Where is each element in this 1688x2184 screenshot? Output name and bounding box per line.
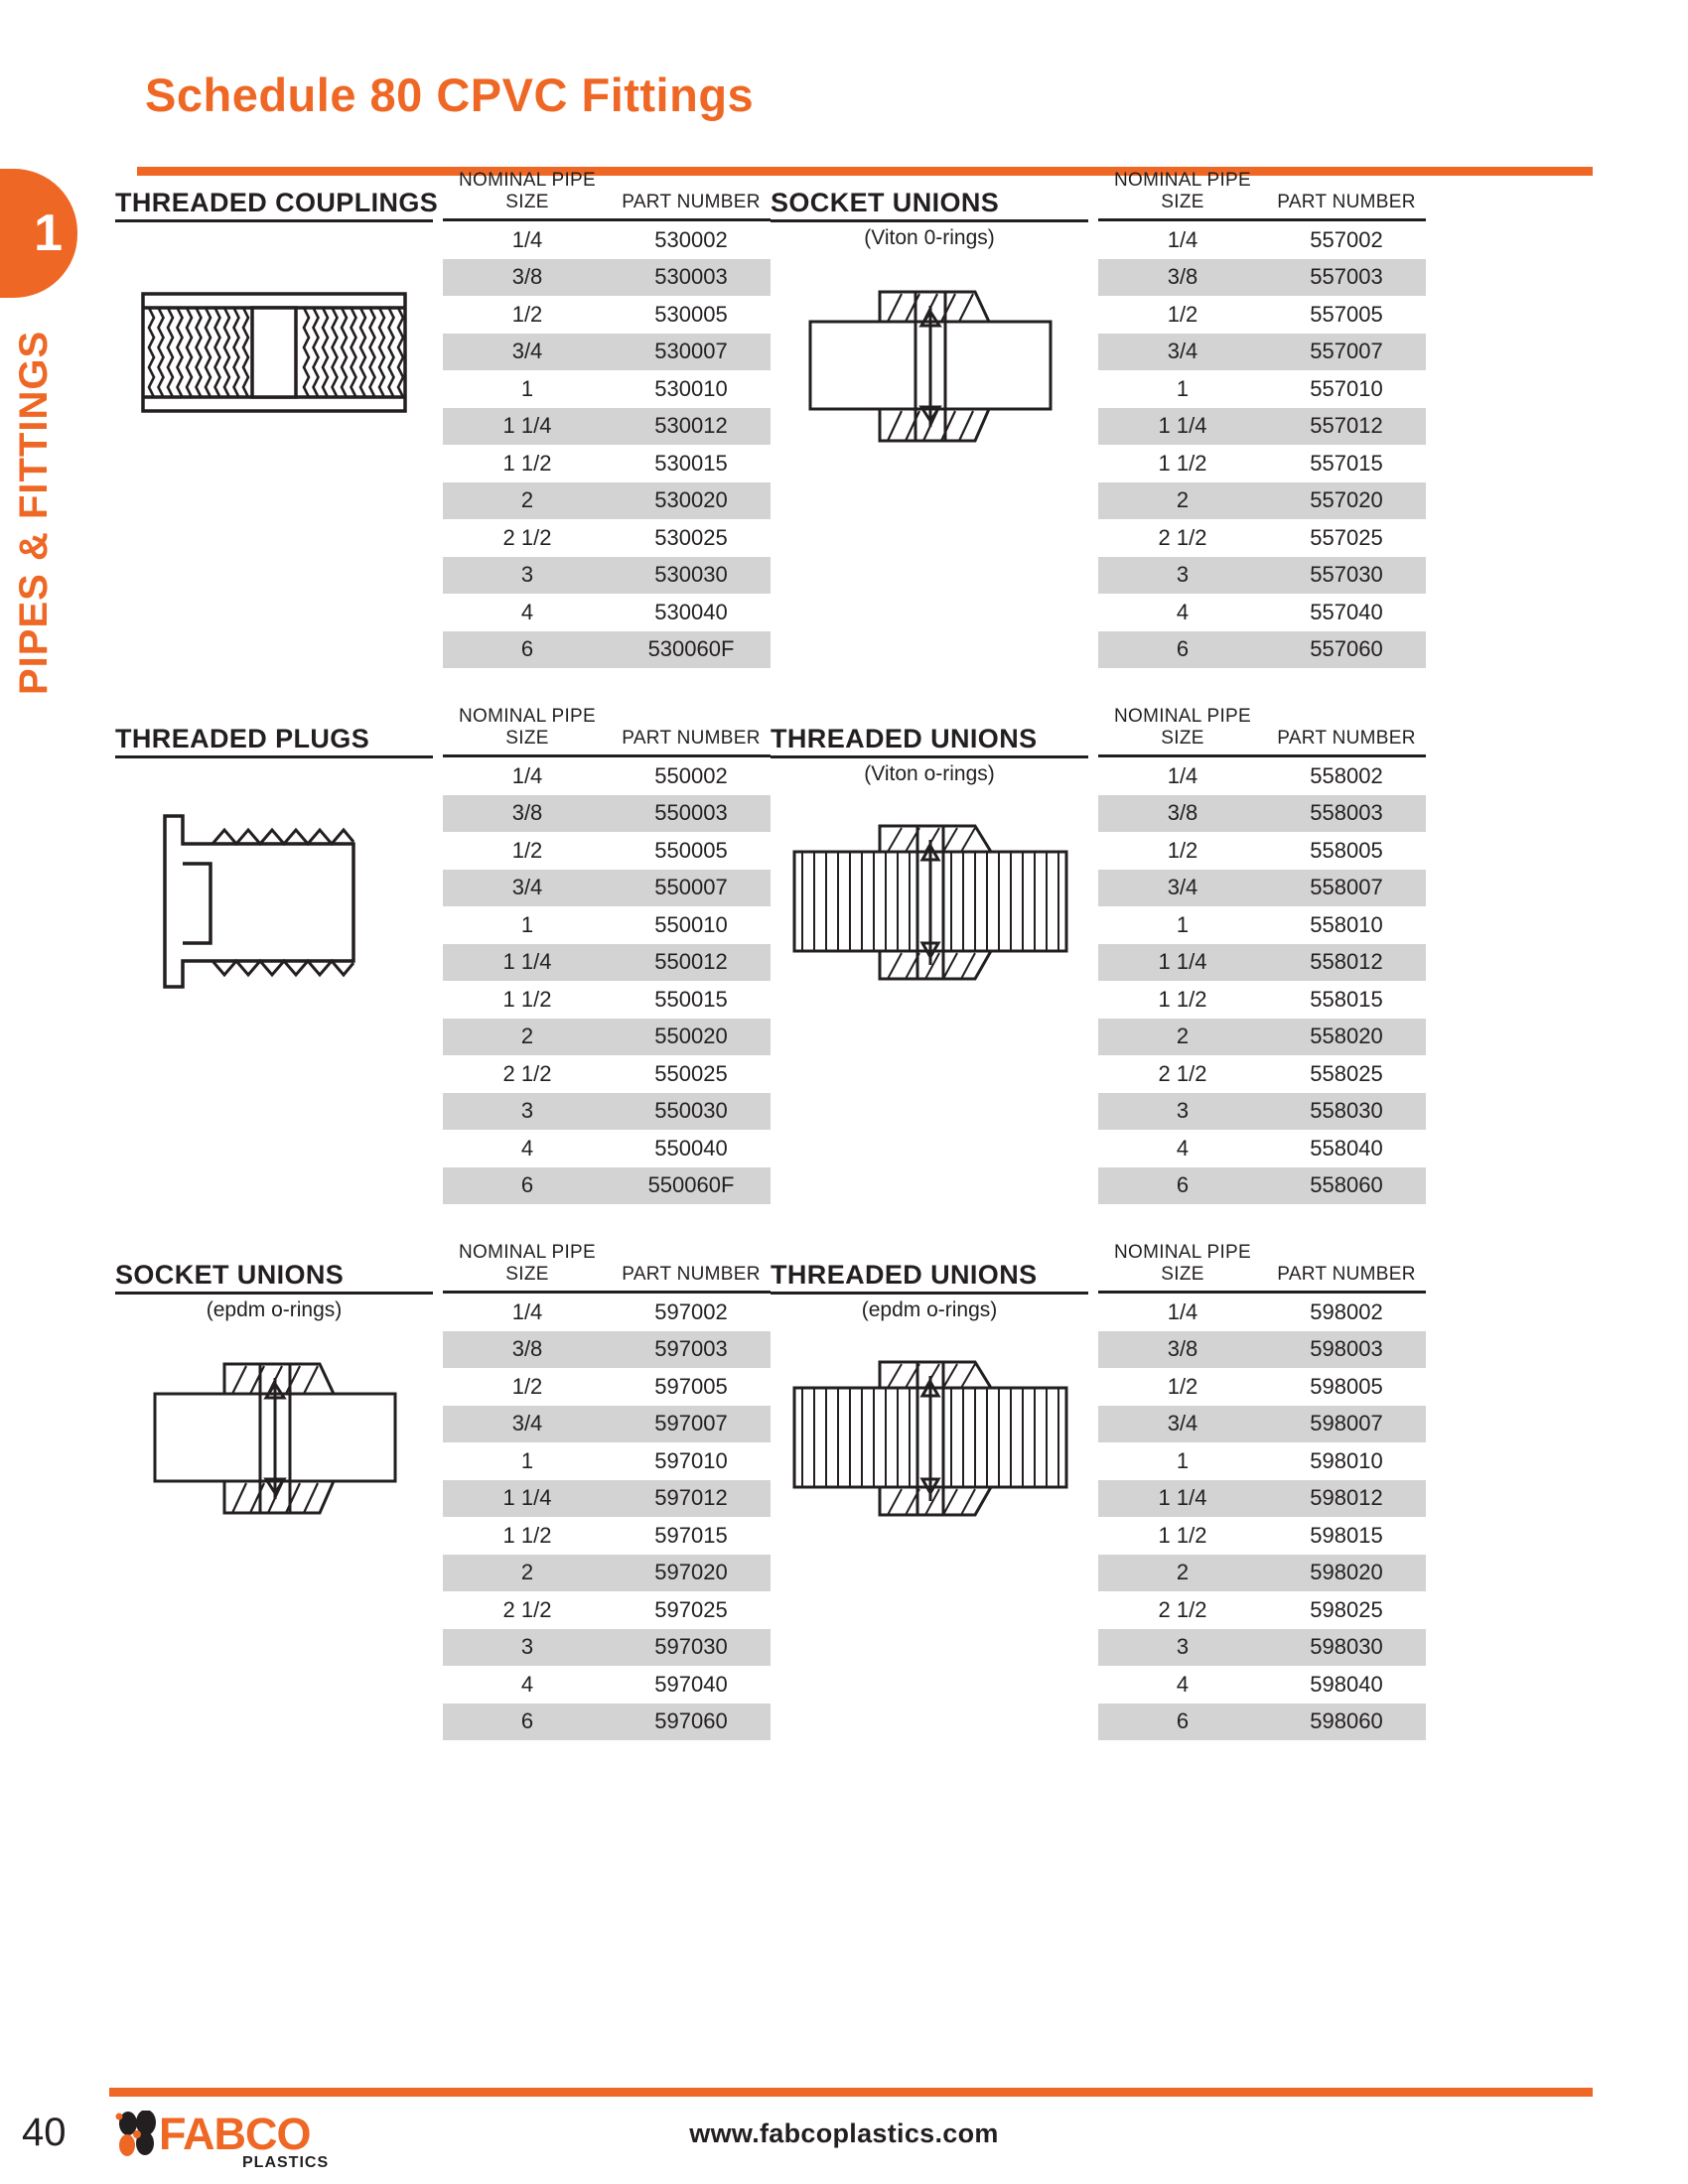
- table-row: [1098, 1406, 1426, 1443]
- footer-url: www.fabcoplastics.com: [689, 2118, 999, 2148]
- cell-nominal-pipe-size: 2: [520, 487, 534, 513]
- table-row: [443, 1406, 771, 1443]
- column-header-part: PART NUMBER: [1277, 192, 1416, 212]
- cell-part-number: 557003: [1310, 264, 1383, 290]
- cell-part-number: 530007: [654, 339, 728, 364]
- cell-nominal-pipe-size: 2: [1176, 1024, 1190, 1049]
- cell-part-number: 558010: [1310, 911, 1383, 937]
- cell-part-number: 557025: [1310, 524, 1383, 550]
- cell-nominal-pipe-size: 3/8: [1167, 264, 1198, 290]
- table-row: [1098, 334, 1426, 371]
- table-row: [1098, 370, 1426, 408]
- cell-nominal-pipe-size: 3: [520, 1098, 534, 1124]
- cell-part-number: 550040: [654, 1135, 728, 1160]
- cell-nominal-pipe-size: 1 1/4: [1158, 949, 1207, 975]
- table-row: [1098, 1591, 1426, 1629]
- column-header-part: PART NUMBER: [622, 728, 761, 749]
- cell-part-number: 558012: [1310, 949, 1383, 975]
- table-row: [1098, 259, 1426, 297]
- section-underline: [771, 1292, 1088, 1295]
- cell-part-number: 558015: [1310, 986, 1383, 1012]
- cell-nominal-pipe-size: 3/4: [1167, 875, 1198, 900]
- table-header-row: [1098, 170, 1426, 221]
- table-row: [443, 906, 771, 944]
- table-row: [443, 519, 771, 557]
- cell-part-number: 557020: [1310, 487, 1383, 513]
- threaded-plug-diagram: [125, 802, 433, 1001]
- table-row: [443, 631, 771, 669]
- table-row: [443, 445, 771, 482]
- cell-nominal-pipe-size: 1/4: [1167, 1298, 1198, 1324]
- cell-part-number: 550015: [654, 986, 728, 1012]
- table-row: [1098, 1019, 1426, 1056]
- table-row: [1098, 221, 1426, 259]
- cell-nominal-pipe-size: 3/8: [511, 1336, 543, 1362]
- cell-part-number: 557015: [1310, 450, 1383, 476]
- socket-union-diagram: [125, 1338, 433, 1537]
- column-header-part: PART NUMBER: [1277, 1264, 1416, 1285]
- cell-nominal-pipe-size: 4: [1176, 1135, 1190, 1160]
- cell-nominal-pipe-size: 3/8: [1167, 800, 1198, 826]
- table-row: [443, 482, 771, 520]
- table-row: [1098, 408, 1426, 446]
- column-header-size: NOMINAL PIPE SIZE: [458, 706, 597, 749]
- page-title: Schedule 80 CPVC Fittings: [145, 68, 755, 121]
- section-subtitle: (Viton o-rings): [864, 762, 995, 785]
- table-row: [1098, 557, 1426, 595]
- cell-part-number: 550030: [654, 1098, 728, 1124]
- cell-part-number: 597030: [654, 1634, 728, 1660]
- cell-part-number: 530040: [654, 599, 728, 624]
- cell-nominal-pipe-size: 4: [1176, 1671, 1190, 1697]
- cell-nominal-pipe-size: 3/4: [1167, 339, 1198, 364]
- table-row: [443, 1629, 771, 1667]
- cell-part-number: 558003: [1310, 800, 1383, 826]
- cell-part-number: 597007: [654, 1411, 728, 1436]
- cell-part-number: 598060: [1310, 1708, 1383, 1734]
- cell-part-number: 558060: [1310, 1172, 1383, 1198]
- column-header-size: NOMINAL PIPE SIZE: [1113, 1242, 1252, 1285]
- section-title: THREADED UNIONS: [771, 724, 1038, 753]
- cell-part-number: 598005: [1310, 1373, 1383, 1399]
- section-underline: [771, 219, 1088, 222]
- cell-part-number: 530020: [654, 487, 728, 513]
- cell-part-number: 550002: [654, 762, 728, 788]
- cell-nominal-pipe-size: 4: [520, 599, 534, 624]
- cell-nominal-pipe-size: 1: [1176, 1447, 1190, 1473]
- cell-nominal-pipe-size: 2 1/2: [1158, 524, 1207, 550]
- table-row: [443, 944, 771, 982]
- section-title: SOCKET UNIONS: [115, 1260, 345, 1290]
- cell-nominal-pipe-size: 2: [1176, 487, 1190, 513]
- section-tab-number: 1: [34, 205, 64, 262]
- cell-part-number: 598015: [1310, 1522, 1383, 1548]
- table-row: [1098, 906, 1426, 944]
- cell-nominal-pipe-size: 1: [1176, 911, 1190, 937]
- cell-part-number: 530005: [654, 301, 728, 327]
- table-row: [443, 795, 771, 833]
- cell-part-number: 598040: [1310, 1671, 1383, 1697]
- table-row: [443, 757, 771, 795]
- product-block: [115, 1242, 771, 1734]
- table-row: [443, 1331, 771, 1369]
- threaded-plug-diagram: [125, 802, 423, 1001]
- threaded-union-diagram: [780, 802, 1088, 1001]
- column-header-size: NOMINAL PIPE SIZE: [1113, 170, 1252, 212]
- cell-nominal-pipe-size: 1/2: [1167, 1373, 1198, 1399]
- cell-part-number: 597040: [654, 1671, 728, 1697]
- product-block: [115, 170, 771, 662]
- cell-nominal-pipe-size: 1: [1176, 375, 1190, 401]
- section-underline: [115, 755, 433, 758]
- table-row: [443, 1055, 771, 1093]
- cell-nominal-pipe-size: 2 1/2: [1158, 1060, 1207, 1086]
- table-row: [1098, 1368, 1426, 1406]
- header-rule: [137, 167, 1593, 176]
- cell-nominal-pipe-size: 2 1/2: [1158, 1596, 1207, 1622]
- parts-table: [443, 1242, 771, 1740]
- cell-nominal-pipe-size: 3/4: [1167, 1411, 1198, 1436]
- table-row: [1098, 1555, 1426, 1592]
- section-vertical-label: PIPES & FITTINGS: [12, 330, 56, 695]
- cell-part-number: 558040: [1310, 1135, 1383, 1160]
- cell-nominal-pipe-size: 6: [1176, 1172, 1190, 1198]
- cell-nominal-pipe-size: 3/8: [511, 264, 543, 290]
- cell-nominal-pipe-size: 1/2: [511, 837, 543, 863]
- cell-part-number: 598030: [1310, 1634, 1383, 1660]
- cell-part-number: 550007: [654, 875, 728, 900]
- table-row: [1098, 1666, 1426, 1704]
- cell-nominal-pipe-size: 1/4: [511, 226, 543, 252]
- table-row: [1098, 1629, 1426, 1667]
- table-row: [1098, 1093, 1426, 1131]
- threaded-union-diagram: [780, 802, 1078, 1001]
- cell-part-number: 530025: [654, 524, 728, 550]
- cell-part-number: 598007: [1310, 1411, 1383, 1436]
- cell-part-number: 557002: [1310, 226, 1383, 252]
- cell-part-number: 550003: [654, 800, 728, 826]
- cell-nominal-pipe-size: 1/4: [1167, 762, 1198, 788]
- cell-part-number: 558007: [1310, 875, 1383, 900]
- cell-part-number: 597060: [654, 1708, 728, 1734]
- threaded-coupling-diagram: [125, 266, 433, 440]
- cell-part-number: 597015: [654, 1522, 728, 1548]
- cell-nominal-pipe-size: 4: [520, 1671, 534, 1697]
- cell-part-number: 597002: [654, 1298, 728, 1324]
- socket-union-diagram: [780, 266, 1088, 465]
- table-row: [1098, 1480, 1426, 1518]
- cell-part-number: 530015: [654, 450, 728, 476]
- section-underline: [115, 1292, 433, 1295]
- cell-part-number: 550020: [654, 1024, 728, 1049]
- table-row: [443, 832, 771, 870]
- cell-nominal-pipe-size: 1: [520, 1447, 534, 1473]
- table-row: [443, 1167, 771, 1205]
- table-row: [443, 1368, 771, 1406]
- cell-nominal-pipe-size: 3/4: [511, 1411, 543, 1436]
- table-row: [1098, 1055, 1426, 1093]
- cell-nominal-pipe-size: 3/4: [511, 875, 543, 900]
- socket-union-diagram: [125, 1338, 423, 1537]
- table-row: [443, 1019, 771, 1056]
- cell-part-number: 598010: [1310, 1447, 1383, 1473]
- cell-nominal-pipe-size: 1 1/2: [1158, 986, 1207, 1012]
- product-block: [115, 706, 771, 1198]
- cell-part-number: 598020: [1310, 1560, 1383, 1585]
- section-subtitle: (epdm o-rings): [206, 1298, 343, 1321]
- cell-part-number: 530012: [654, 413, 728, 439]
- cell-part-number: 558030: [1310, 1098, 1383, 1124]
- cell-nominal-pipe-size: 2 1/2: [502, 524, 552, 550]
- column-header-part: PART NUMBER: [622, 192, 761, 212]
- fabco-logo-subtext: PLASTICS: [242, 2154, 330, 2171]
- cell-part-number: 598025: [1310, 1596, 1383, 1622]
- table-row: [443, 1294, 771, 1331]
- table-header-row: [443, 170, 771, 221]
- cell-nominal-pipe-size: 2: [520, 1560, 534, 1585]
- socket-union-diagram: [780, 266, 1078, 465]
- table-row: [1098, 944, 1426, 982]
- table-row: [443, 408, 771, 446]
- fabco-logo-text: FABCO: [159, 2109, 311, 2159]
- section-title: THREADED UNIONS: [771, 1260, 1038, 1290]
- cell-nominal-pipe-size: 1/2: [1167, 837, 1198, 863]
- table-row: [1098, 1517, 1426, 1555]
- cell-part-number: 550025: [654, 1060, 728, 1086]
- section-underline: [115, 219, 433, 222]
- cell-part-number: 550010: [654, 911, 728, 937]
- cell-part-number: 557007: [1310, 339, 1383, 364]
- table-row: [1098, 795, 1426, 833]
- cell-part-number: 530030: [654, 562, 728, 588]
- cell-nominal-pipe-size: 6: [520, 1708, 534, 1734]
- cell-part-number: 550012: [654, 949, 728, 975]
- cell-part-number: 557030: [1310, 562, 1383, 588]
- cell-nominal-pipe-size: 4: [520, 1135, 534, 1160]
- table-row: [443, 1591, 771, 1629]
- cell-part-number: 558002: [1310, 762, 1383, 788]
- cell-nominal-pipe-size: 4: [1176, 599, 1190, 624]
- cell-part-number: 597005: [654, 1373, 728, 1399]
- table-row: [1098, 870, 1426, 907]
- cell-nominal-pipe-size: 1/2: [1167, 301, 1198, 327]
- cell-nominal-pipe-size: 1/4: [511, 762, 543, 788]
- cell-nominal-pipe-size: 3: [1176, 1634, 1190, 1660]
- cell-part-number: 558025: [1310, 1060, 1383, 1086]
- cell-nominal-pipe-size: 1/4: [1167, 226, 1198, 252]
- section-title: THREADED PLUGS: [115, 724, 370, 753]
- footer-rule: [109, 2088, 1593, 2097]
- table-row: [1098, 445, 1426, 482]
- table-row: [443, 557, 771, 595]
- cell-part-number: 530002: [654, 226, 728, 252]
- cell-part-number: 530010: [654, 375, 728, 401]
- cell-nominal-pipe-size: 6: [520, 1172, 534, 1198]
- section-underline: [771, 755, 1088, 758]
- column-header-size: NOMINAL PIPE SIZE: [1113, 706, 1252, 749]
- table-row: [1098, 631, 1426, 669]
- table-row: [443, 870, 771, 907]
- threaded-union-diagram: [780, 1338, 1078, 1537]
- table-row: [443, 1093, 771, 1131]
- section-title: THREADED COUPLINGS: [115, 188, 439, 217]
- section-title: SOCKET UNIONS: [771, 188, 1000, 217]
- product-block: [771, 170, 1426, 662]
- section-subtitle: (epdm o-rings): [861, 1298, 998, 1321]
- parts-table: [1098, 706, 1426, 1204]
- table-row: [1098, 594, 1426, 631]
- cell-nominal-pipe-size: 3: [520, 562, 534, 588]
- cell-nominal-pipe-size: 2: [1176, 1560, 1190, 1585]
- table-header-row: [1098, 706, 1426, 757]
- cell-nominal-pipe-size: 1 1/2: [1158, 1522, 1207, 1548]
- table-row: [1098, 296, 1426, 334]
- cell-nominal-pipe-size: 3/8: [511, 800, 543, 826]
- cell-nominal-pipe-size: 1: [520, 911, 534, 937]
- table-row: [443, 1517, 771, 1555]
- parts-table: [443, 706, 771, 1204]
- cell-part-number: 598003: [1310, 1336, 1383, 1362]
- cell-nominal-pipe-size: 1/4: [511, 1298, 543, 1324]
- cell-nominal-pipe-size: 3/8: [1167, 1336, 1198, 1362]
- column-header-part: PART NUMBER: [1277, 728, 1416, 749]
- cell-part-number: 557012: [1310, 413, 1383, 439]
- table-row: [1098, 1167, 1426, 1205]
- section-tab: [0, 169, 77, 298]
- cell-part-number: 557060: [1310, 636, 1383, 662]
- table-row: [443, 1704, 771, 1741]
- product-block: [771, 1242, 1426, 1734]
- cell-nominal-pipe-size: 2 1/2: [502, 1060, 552, 1086]
- cell-part-number: 557010: [1310, 375, 1383, 401]
- threaded-union-diagram: [780, 1338, 1088, 1537]
- cell-nominal-pipe-size: 1 1/4: [502, 413, 552, 439]
- cell-part-number: 597010: [654, 1447, 728, 1473]
- cell-nominal-pipe-size: 3/4: [511, 339, 543, 364]
- cell-nominal-pipe-size: 6: [1176, 636, 1190, 662]
- parts-table: [1098, 170, 1426, 668]
- cell-part-number: 557040: [1310, 599, 1383, 624]
- cell-nominal-pipe-size: 3: [1176, 1098, 1190, 1124]
- parts-table: [443, 170, 771, 668]
- table-row: [443, 594, 771, 631]
- column-header-size: NOMINAL PIPE SIZE: [458, 170, 597, 212]
- cell-nominal-pipe-size: 6: [1176, 1708, 1190, 1734]
- table-row: [443, 1555, 771, 1592]
- cell-nominal-pipe-size: 1/2: [511, 1373, 543, 1399]
- table-row: [1098, 482, 1426, 520]
- cell-nominal-pipe-size: 1 1/4: [1158, 1485, 1207, 1511]
- cell-part-number: 597012: [654, 1485, 728, 1511]
- cell-nominal-pipe-size: 3: [1176, 562, 1190, 588]
- table-row: [1098, 1130, 1426, 1167]
- table-row: [1098, 1294, 1426, 1331]
- cell-nominal-pipe-size: 3: [520, 1634, 534, 1660]
- table-row: [443, 370, 771, 408]
- table-row: [443, 296, 771, 334]
- cell-nominal-pipe-size: 1: [520, 375, 534, 401]
- column-header-size: NOMINAL PIPE SIZE: [458, 1242, 597, 1285]
- cell-part-number: 597003: [654, 1336, 728, 1362]
- threaded-coupling-diagram: [125, 266, 423, 440]
- cell-part-number: 597025: [654, 1596, 728, 1622]
- cell-nominal-pipe-size: 1/2: [511, 301, 543, 327]
- table-row: [1098, 757, 1426, 795]
- table-row: [1098, 981, 1426, 1019]
- table-row: [443, 259, 771, 297]
- cell-nominal-pipe-size: 1 1/4: [1158, 413, 1207, 439]
- table-row: [443, 1442, 771, 1480]
- cell-nominal-pipe-size: 1 1/2: [502, 1522, 552, 1548]
- parts-table: [1098, 1242, 1426, 1740]
- table-header-row: [1098, 1242, 1426, 1294]
- cell-nominal-pipe-size: 1 1/4: [502, 1485, 552, 1511]
- section-subtitle: (Viton 0-rings): [864, 226, 995, 249]
- cell-part-number: 597020: [654, 1560, 728, 1585]
- cell-nominal-pipe-size: 2: [520, 1024, 534, 1049]
- table-row: [443, 1666, 771, 1704]
- table-row: [443, 1480, 771, 1518]
- cell-nominal-pipe-size: 2 1/2: [502, 1596, 552, 1622]
- cell-nominal-pipe-size: 1 1/2: [1158, 450, 1207, 476]
- product-block: [771, 706, 1426, 1198]
- section-vertical-label-wrap: [0, 298, 77, 715]
- cell-part-number: 598002: [1310, 1298, 1383, 1324]
- table-row: [1098, 1331, 1426, 1369]
- cell-nominal-pipe-size: 1 1/2: [502, 450, 552, 476]
- cell-part-number: 530003: [654, 264, 728, 290]
- cell-part-number: 550060F: [647, 1172, 735, 1198]
- cell-part-number: 530060F: [647, 636, 735, 662]
- cell-part-number: 557005: [1310, 301, 1383, 327]
- column-header-part: PART NUMBER: [622, 1264, 761, 1285]
- cell-part-number: 558020: [1310, 1024, 1383, 1049]
- table-row: [1098, 519, 1426, 557]
- table-row: [1098, 1442, 1426, 1480]
- table-row: [443, 1130, 771, 1167]
- table-row: [1098, 832, 1426, 870]
- table-header-row: [443, 1242, 771, 1294]
- table-row: [443, 221, 771, 259]
- cell-nominal-pipe-size: 6: [520, 636, 534, 662]
- cell-part-number: 598012: [1310, 1485, 1383, 1511]
- cell-nominal-pipe-size: 1 1/4: [502, 949, 552, 975]
- table-row: [443, 981, 771, 1019]
- table-row: [443, 334, 771, 371]
- cell-part-number: 558005: [1310, 837, 1383, 863]
- cell-part-number: 550005: [654, 837, 728, 863]
- table-header-row: [443, 706, 771, 757]
- table-row: [1098, 1704, 1426, 1741]
- cell-nominal-pipe-size: 1 1/2: [502, 986, 552, 1012]
- page-number: 40: [22, 2111, 67, 2154]
